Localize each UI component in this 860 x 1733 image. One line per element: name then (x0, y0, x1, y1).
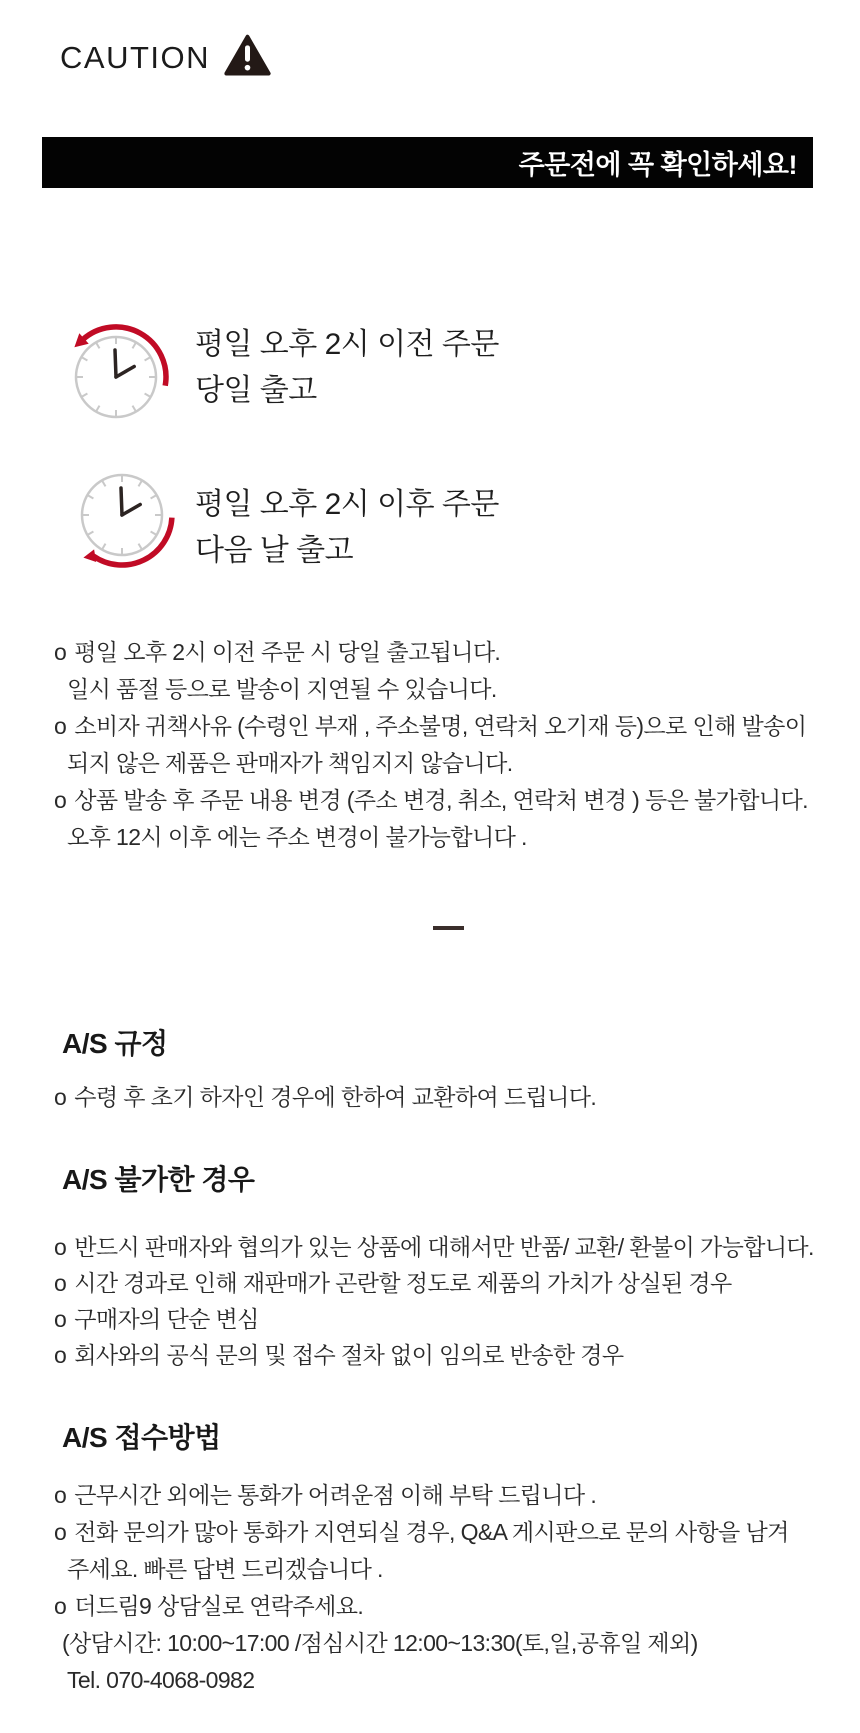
as-apply-note: o 전화 문의가 많아 통화가 지연되실 경우, Q&A 게시판으로 문의 사항을 남겨 (54, 1519, 789, 1545)
bullet: o (54, 1482, 67, 1508)
bullet: o (54, 1084, 67, 1110)
order-check-banner (42, 137, 813, 188)
shipping-line: 평일 오후 2시 이전 주문 (195, 328, 499, 361)
shipping-note: o 소비자 귀책사유 (수령인 부재 , 주소불명, 연락처 오기재 등)으로 인해 발송이 (54, 713, 807, 739)
bullet: o (54, 1519, 67, 1545)
shipping-item-before (195, 322, 499, 414)
as-not-allowed-note: o 구매자의 단순 변심 (54, 1306, 259, 1332)
bullet: o (54, 713, 67, 739)
bullet: o (54, 1342, 67, 1368)
shipping-note: 되지 않은 제품은 판매자가 책임지지 않습니다. (67, 750, 513, 776)
clock-before-2pm-icon (56, 312, 186, 442)
as-apply-note: 주세요. 빠른 답변 드리겠습니다 . (67, 1556, 383, 1582)
section-divider (433, 926, 464, 930)
bullet: o (54, 639, 67, 665)
bullet: o (54, 787, 67, 813)
shipping-note: o 상품 발송 후 주문 내용 변경 (주소 변경, 취소, 연락처 변경 ) 등은 불가합니다. (54, 787, 808, 813)
as-apply-note: o 근무시간 외에는 통화가 어려운점 이해 부탁 드립니다 . (54, 1482, 597, 1508)
bullet: o (54, 1593, 67, 1619)
caution-title: CAUTION (60, 40, 210, 75)
shipping-note: 일시 품절 등으로 발송이 지연될 수 있습니다. (67, 676, 497, 702)
as-not-allowed-note: o 시간 경과로 인해 재판매가 곤란할 정도로 제품의 가치가 상실된 경우 (54, 1270, 732, 1296)
as-apply-title: A/S 접수방법 (62, 1422, 221, 1453)
shipping-item-after (195, 482, 499, 574)
warning-triangle-icon (224, 34, 271, 82)
banner-text: 주문전에 꼭 확인하세요! (518, 150, 797, 180)
as-not-allowed-note: o 회사와의 공식 문의 및 접수 절차 없이 임의로 반송한 경우 (54, 1342, 624, 1368)
shipping-note: 오후 12시 이후 에는 주소 변경이 불가능합니다 . (67, 824, 527, 850)
red-arrow-bottom (83, 518, 172, 565)
bullet: o (54, 1270, 67, 1296)
as-rules-title: A/S 규정 (62, 1028, 168, 1059)
as-not-allowed-title: A/S 불가한 경우 (62, 1164, 255, 1195)
as-apply-phone: Tel. 070-4068-0982 (67, 1667, 255, 1693)
bullet: o (54, 1306, 67, 1332)
as-not-allowed-note: o 반드시 판매자와 협의가 있는 상품에 대해서만 반품/ 교환/ 환불이 가능합니다. (54, 1234, 814, 1260)
clock-after-2pm-icon (62, 450, 192, 580)
caution-header (60, 34, 271, 82)
as-apply-note: o 더드림9 상담실로 연락주세요. (54, 1593, 364, 1619)
shipping-line: 평일 오후 2시 이후 주문 (195, 488, 499, 521)
shipping-line: 당일 출고 (195, 374, 317, 407)
as-apply-note: (상담시간: 10:00~17:00 /점심시간 12:00~13:30(토,일,공휴일 제외) (62, 1630, 698, 1656)
as-rules-note: o 수령 후 초기 하자인 경우에 한하여 교환하여 드립니다. (54, 1084, 597, 1110)
shipping-line: 다음 날 출고 (195, 534, 354, 567)
bullet: o (54, 1234, 67, 1260)
shipping-note: o 평일 오후 2시 이전 주문 시 당일 출고됩니다. (54, 639, 501, 665)
